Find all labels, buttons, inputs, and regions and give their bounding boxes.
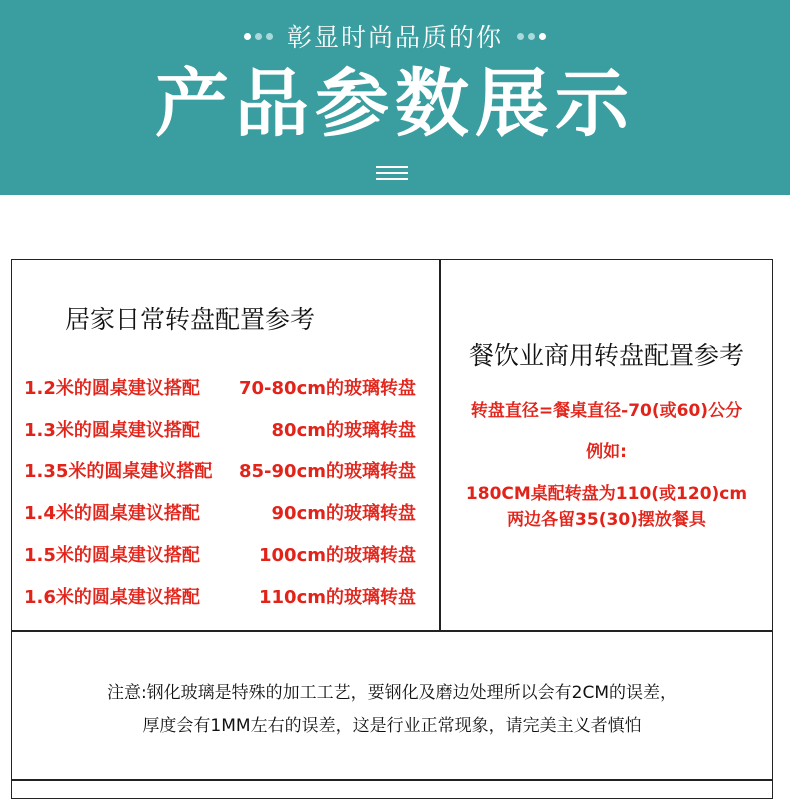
table-size: 1.35米的圆桌建议搭配 [24, 461, 213, 482]
glass-size: 70-80cm的玻璃转盘 [239, 378, 416, 399]
note-line-2: 厚度会有1MM左右的误差，这是行业正常现象，请完美主义者慎怕 [142, 716, 642, 736]
glass-size: 110cm的玻璃转盘 [259, 587, 416, 608]
commercial-config-title: 餐饮业商用转盘配置参考 [468, 341, 744, 370]
home-config-title: 居家日常转盘配置参考 [65, 305, 316, 334]
row-divider-bottom [11, 779, 773, 781]
commercial-formula: 转盘直径=餐桌直径-70(或60)公分 [470, 401, 743, 421]
menu-lines-icon [376, 166, 408, 180]
tagline: 彰显时尚品质的你 [286, 23, 503, 52]
glass-size: 85-90cm的玻璃转盘 [239, 461, 416, 482]
home-config-row [24, 499, 416, 525]
example-label: 例如: [586, 442, 627, 462]
home-config-row [24, 457, 416, 483]
home-config-row [24, 541, 416, 567]
home-config-row [24, 374, 416, 400]
glass-size: 90cm的玻璃转盘 [271, 503, 416, 524]
right-dots-icon [517, 33, 546, 40]
tagline-row [0, 18, 790, 54]
glass-size: 100cm的玻璃转盘 [259, 545, 416, 566]
table-size: 1.5米的圆桌建议搭配 [24, 545, 200, 566]
table-size: 1.4米的圆桌建议搭配 [24, 503, 200, 524]
page-title: 产品参数展示 [155, 61, 635, 147]
example-line-2: 两边各留35(30)摆放餐具 [507, 510, 706, 530]
row-divider [11, 630, 773, 632]
home-config-row [24, 416, 416, 442]
glass-size: 80cm的玻璃转盘 [271, 420, 416, 441]
table-size: 1.6米的圆桌建议搭配 [24, 587, 200, 608]
home-config-row [24, 583, 416, 609]
header-banner [0, 0, 790, 195]
note-line-1: 注意:钢化玻璃是特殊的加工工艺，要钢化及磨边处理所以会有2CM的误差， [106, 683, 678, 703]
table-size: 1.2米的圆桌建议搭配 [24, 378, 200, 399]
table-size: 1.3米的圆桌建议搭配 [24, 420, 200, 441]
left-dots-icon [244, 33, 273, 40]
example-line-1: 180CM桌配转盘为110(或120)cm [465, 484, 748, 504]
